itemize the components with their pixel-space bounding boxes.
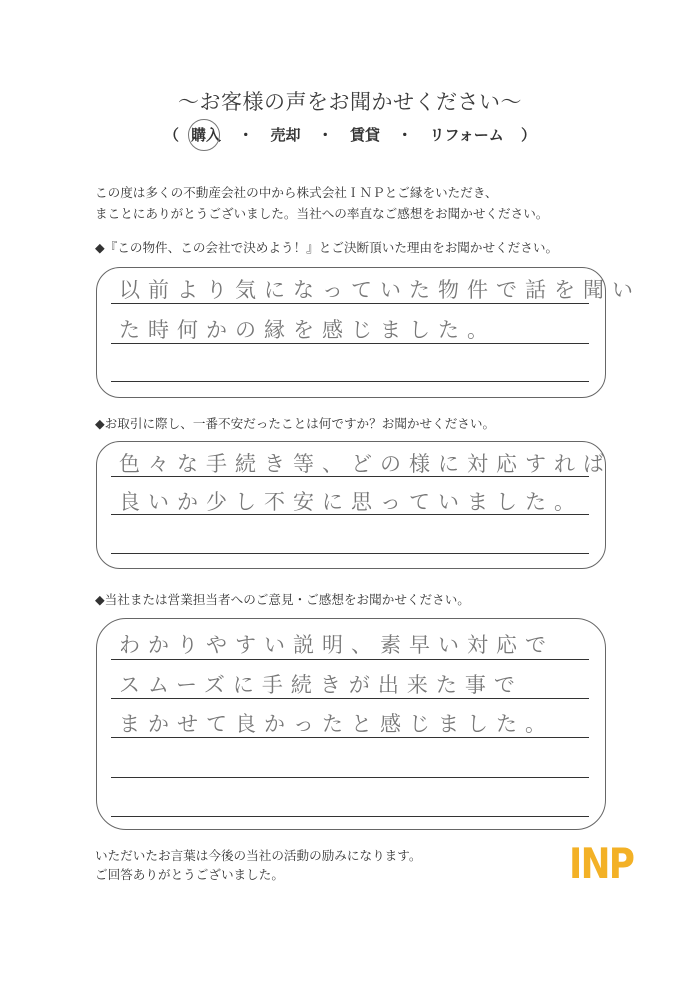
answer-line bbox=[111, 514, 589, 515]
category-label: 購入 bbox=[191, 126, 222, 144]
answer-2-row-1: 色々な手続き等、どの様に対応すれば bbox=[119, 452, 612, 476]
answer-2-row-2: 良いか少し不安に思っていました。 bbox=[119, 490, 583, 514]
intro-line-2: まことにありがとうございました。当社への率直なご感想をお聞かせください。 bbox=[95, 206, 549, 221]
answer-line bbox=[111, 381, 589, 382]
closing-line-2: ご回答ありがとうございました。 bbox=[95, 867, 284, 882]
answer-line bbox=[111, 476, 589, 477]
intro-line-1: この度は多くの不動産会社の中から株式会社ＩＮＰとご縁をいただき、 bbox=[95, 185, 498, 200]
answer-1-row-1: 以前より気になっていた物件で話を聞い bbox=[119, 278, 641, 302]
category-reform[interactable]: リフォーム bbox=[429, 126, 504, 144]
answer-3-row-2: スムーズに手続きが出来た事で bbox=[119, 673, 523, 697]
separator: ・ bbox=[397, 126, 413, 144]
answer-box-2[interactable] bbox=[96, 441, 612, 569]
closing-line-1: いただいたお言葉は今後の当社の活動の励みになります。 bbox=[95, 848, 422, 863]
close-paren: ） bbox=[521, 126, 537, 144]
answer-3-row-3: まかせて良かったと感じました。 bbox=[119, 712, 554, 736]
category-options bbox=[0, 124, 700, 145]
answer-line bbox=[111, 816, 589, 817]
answer-line bbox=[111, 777, 589, 778]
separator: ・ bbox=[238, 126, 254, 144]
category-sale[interactable]: 売却 bbox=[270, 126, 301, 144]
question-3-label: ◆当社または営業担当者へのご意見・ご感想をお聞かせください。 bbox=[95, 592, 470, 607]
category-rental[interactable]: 賃貸 bbox=[350, 126, 381, 144]
answer-line bbox=[111, 303, 589, 304]
inp-logo: INP bbox=[569, 839, 634, 888]
question-2-label: ◆お取引に際し、一番不安だったことは何ですか？お聞かせください。 bbox=[95, 416, 496, 431]
answer-box-3[interactable] bbox=[96, 618, 606, 830]
answer-line bbox=[111, 553, 589, 554]
answer-3-row-1: わかりやすい説明、素早い対応で bbox=[119, 633, 554, 657]
question-1-label: ◆『この物件、この会社で決めよう！』とご決断頂いた理由をお聞かせください。 bbox=[95, 240, 559, 255]
separator: ・ bbox=[317, 126, 333, 144]
answer-line bbox=[111, 659, 589, 660]
category-purchase-circled[interactable] bbox=[191, 124, 221, 145]
intro-text bbox=[95, 182, 548, 224]
answer-1-row-2: た時何かの縁を感じました。 bbox=[119, 318, 496, 342]
closing-text bbox=[95, 846, 421, 884]
answer-line bbox=[111, 737, 589, 738]
answer-box-1[interactable] bbox=[96, 267, 641, 398]
form-title: ～お客様の声をお聞かせください～ bbox=[178, 90, 522, 114]
open-paren: （ bbox=[163, 126, 179, 144]
answer-line bbox=[111, 343, 589, 344]
answer-line bbox=[111, 698, 589, 699]
